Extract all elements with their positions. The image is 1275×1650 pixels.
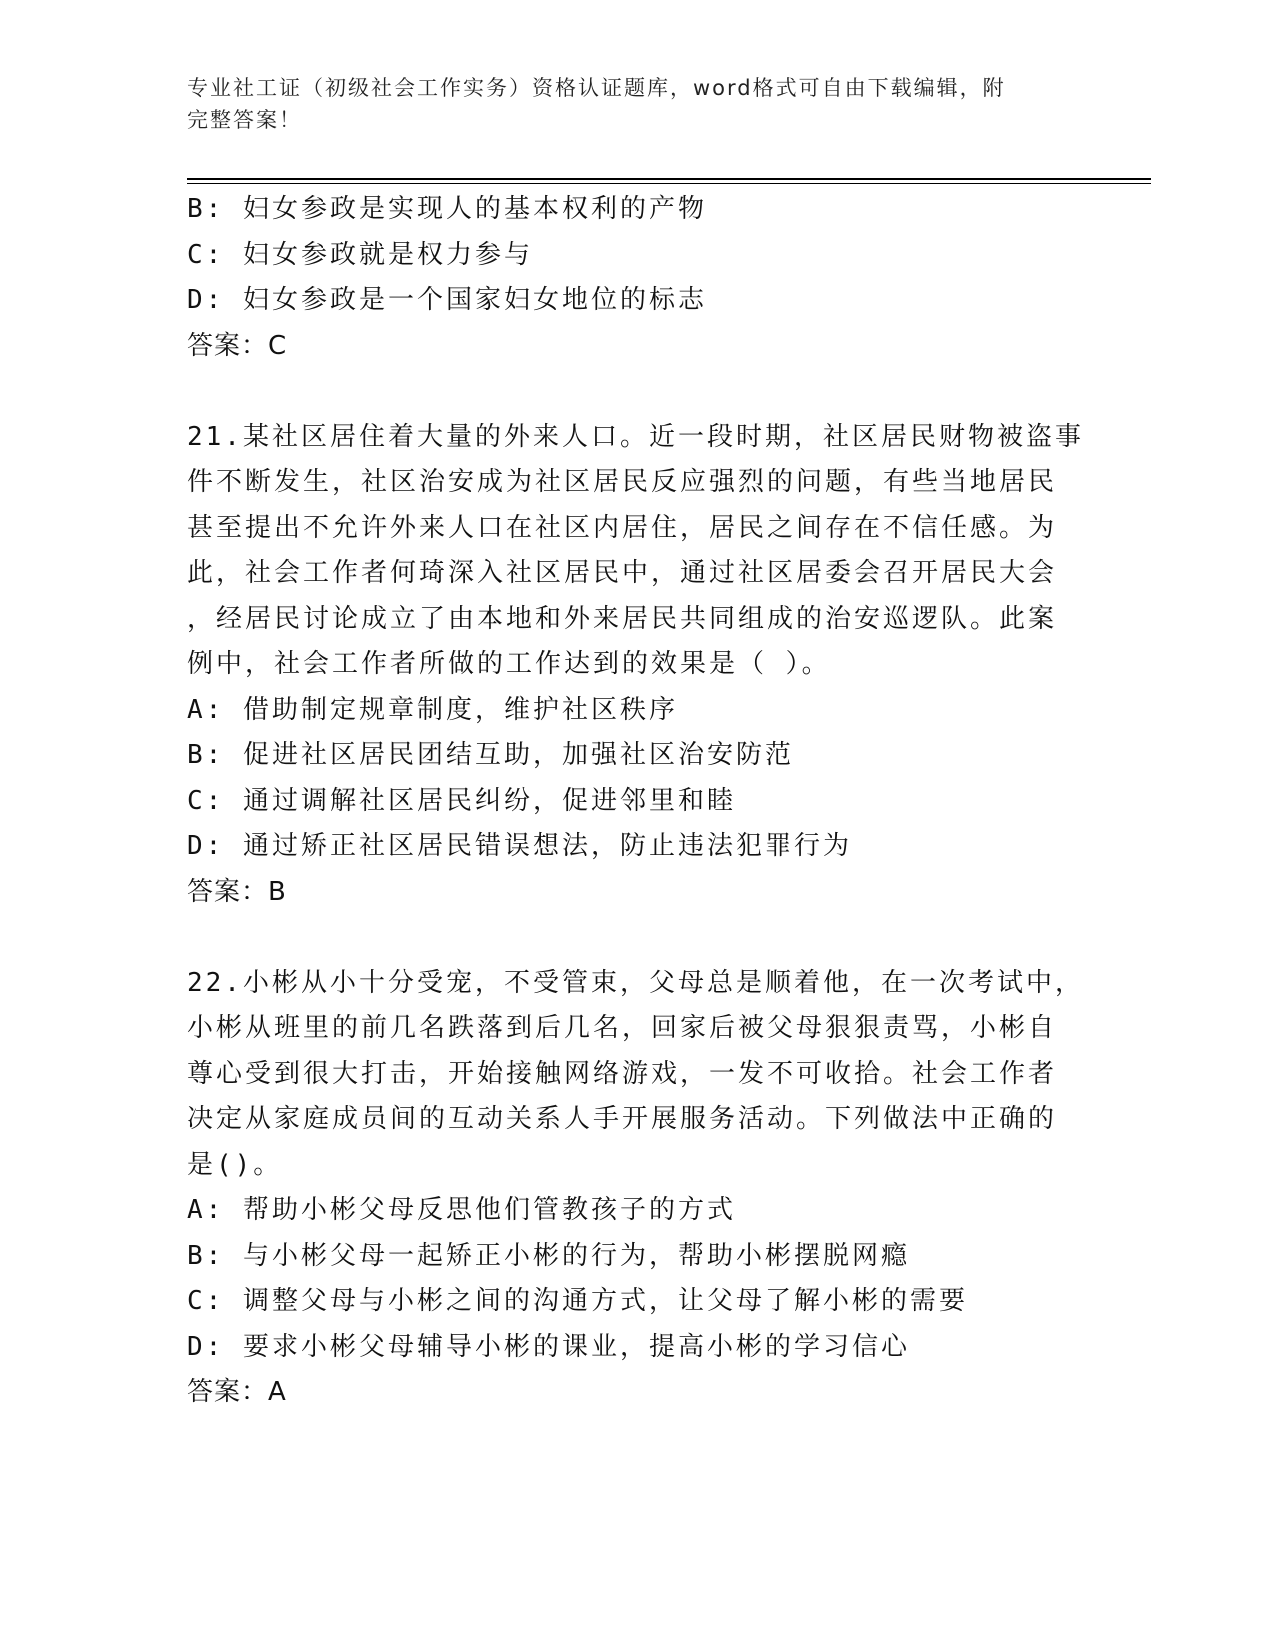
header-rule-thick	[187, 178, 1151, 180]
page-header	[187, 72, 1067, 136]
answer-line: 答案：A	[187, 1377, 287, 1407]
option-d: D: 要求小彬父母辅导小彬的课业，提高小彬的学习信心	[187, 1331, 910, 1362]
option-a: A: 借助制定规章制度，维护社区秩序	[187, 694, 678, 725]
question-22-line: 是()。	[187, 1149, 283, 1180]
option-c: C: 通过调解社区居民纠纷，促进邻里和睦	[187, 785, 736, 816]
header-rule-thin	[187, 183, 1151, 184]
option-c: C: 调整父母与小彬之间的沟通方式，让父母了解小彬的需要	[187, 1286, 968, 1316]
question-22-line: 决定从家庭成员间的互动关系人手开展服务活动。下列做法中正确的	[187, 1104, 1058, 1134]
question-21-line: 21.某社区居住着大量的外来人口。近一段时期，社区居民财物被盗事	[187, 421, 1084, 452]
question-21-line: 甚至提出不允许外来人口在社区内居住，居民之间存在不信任感。为	[187, 512, 1058, 543]
question-21-block	[187, 415, 1087, 916]
header-line-2: 完整答案！	[187, 108, 302, 132]
spacer	[187, 915, 1087, 961]
option-b: B: 促进社区居民团结互助，加强社区治安防范	[187, 740, 794, 770]
option-b: B: 妇女参政是实现人的基本权利的产物	[187, 194, 707, 224]
question-22-line: 小彬从班里的前几名跌落到后几名，回家后被父母狠狠责骂，小彬自	[187, 1013, 1058, 1043]
option-b: B: 与小彬父母一起矫正小彬的行为，帮助小彬摆脱网瘾	[187, 1240, 910, 1271]
question-21-line: 例中，社会工作者所做的工作达到的效果是（ ）。	[187, 649, 831, 679]
document-body	[187, 187, 1087, 1416]
question-21-line: ，经居民讨论成立了由本地和外来居民共同组成的治安巡逻队。此案	[187, 603, 1058, 634]
prev-question-block	[187, 187, 1087, 369]
answer-line: 答案：B	[187, 876, 287, 907]
question-21-line: 此，社会工作者何琦深入社区居民中，通过社区居委会召开居民大会	[187, 558, 1058, 588]
question-21-line: 件不断发生，社区治安成为社区居民反应强烈的问题，有些当地居民	[187, 467, 1058, 497]
answer-line: 答案：C	[187, 330, 288, 361]
question-22-block	[187, 961, 1087, 1416]
question-22-line: 22.小彬从小十分受宠，不受管束，父母总是顺着他，在一次考试中，	[187, 967, 1084, 998]
option-d: D: 妇女参政是一个国家妇女地位的标志	[187, 285, 707, 315]
spacer	[187, 369, 1087, 415]
option-d: D: 通过矫正社区居民错误想法，防止违法犯罪行为	[187, 831, 852, 861]
header-line-1: 专业社工证（初级社会工作实务）资格认证题库，word格式可自由下载编辑，附	[187, 76, 1006, 100]
question-22-line: 尊心受到很大打击，开始接触网络游戏，一发不可收拾。社会工作者	[187, 1058, 1058, 1089]
option-a: A: 帮助小彬父母反思他们管教孩子的方式	[187, 1195, 736, 1225]
option-c: C: 妇女参政就是权力参与	[187, 239, 533, 270]
